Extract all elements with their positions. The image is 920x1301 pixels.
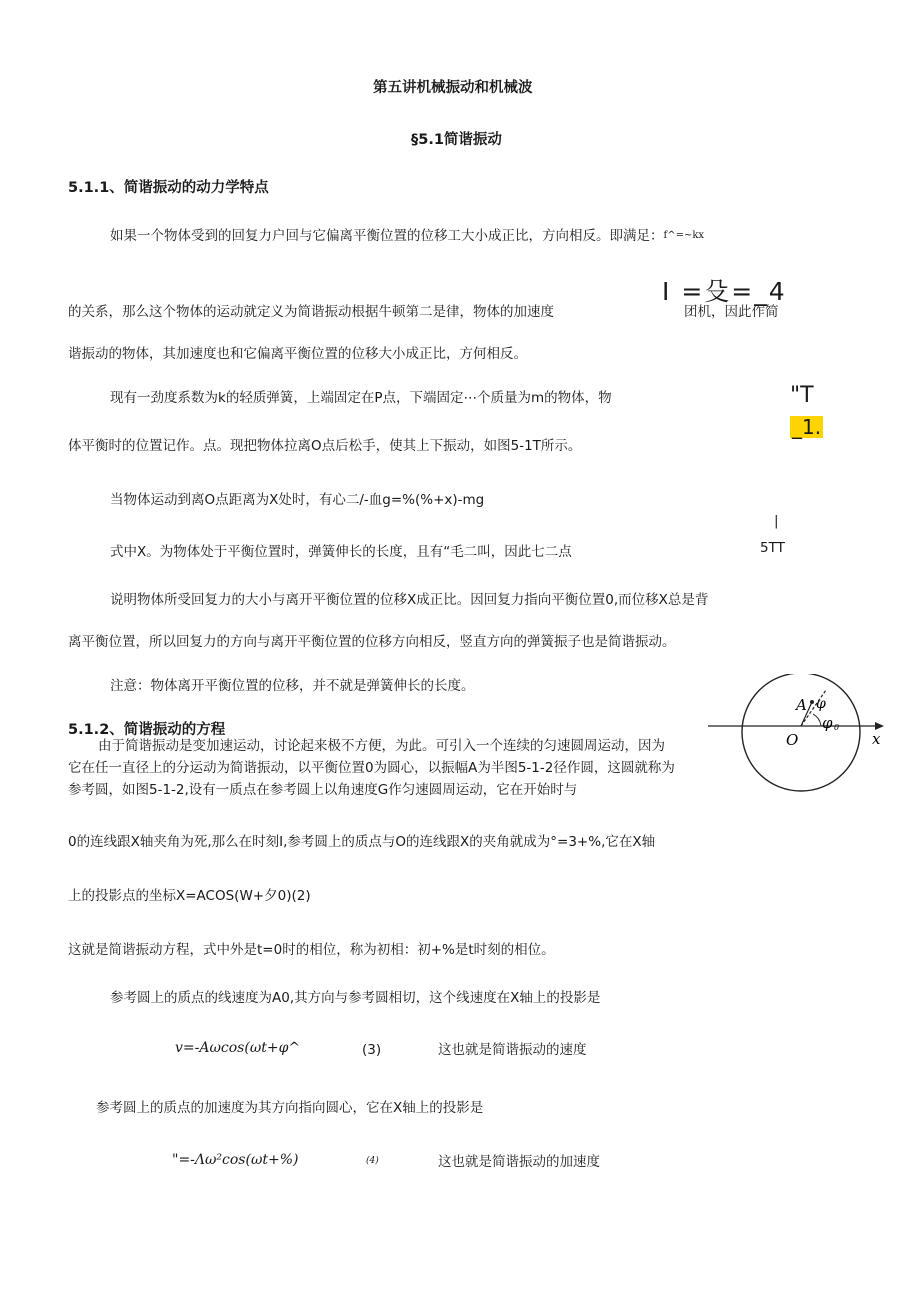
text-line: 这就是简谐振动方程，式中外是t=0时的相位，称为初相：初+%是t时刻的相位。 xyxy=(68,942,555,958)
text-line: 上的投影点的坐标X=ACOS(W+夕0)(2) xyxy=(68,888,311,904)
heading-5-1-2: 5.1.2、简谐振动的方程 xyxy=(68,722,226,738)
angle-arc xyxy=(813,714,821,726)
figure-label: 5TT xyxy=(760,540,785,556)
equation-4-desc: 这也就是简谐振动的加速度 xyxy=(438,1154,600,1170)
equation-3: v=-Aωcos(ωt+φ^ xyxy=(175,1040,301,1056)
inline-formula: f^=~kx xyxy=(663,230,705,241)
equation-4-number: (4) xyxy=(366,1156,379,1166)
x-axis-arrow xyxy=(875,722,884,730)
text-line: 它在任一直径上的分运动为简谐振动，以平衡位置0为圆心，以振幅A为半图5-1-2径作圆，这圆就称为 xyxy=(68,760,675,776)
reference-circle-figure xyxy=(700,674,890,802)
label-O: O xyxy=(786,731,799,749)
page-title: 第五讲机械振动和机械波 xyxy=(373,80,533,96)
side-text: 团机，因此作简 xyxy=(684,304,779,320)
label-phi0: φ xyxy=(822,714,833,732)
text-line: 现有一劲度系数为k的轻质弹簧，上端固定在P点，下端固定⋯个质量为m的物体，物 xyxy=(110,390,612,406)
equation-4: "=-Λω²cos(ωt+%) xyxy=(172,1152,299,1168)
text-line: 0的连线跟X轴夹角为死,那么在时刻I,参考圆上的质点与O的连线跟X的夹角就成为°=3+%,它在X轴 xyxy=(68,834,656,850)
side-formula: I =殳=_4 xyxy=(662,277,787,306)
label-phi: φ xyxy=(816,696,826,712)
text-line: 由于简谐振动是变加速运动，讨论起来极不方便，为此。可引入一个连续的匀速圆周运动，因为 xyxy=(98,738,665,754)
text-line: 如果一个物体受到的回复力户回与它偏离平衡位置的位移工大小成正比，方向相反。即满足： xyxy=(110,228,664,244)
label-A: A xyxy=(796,696,807,714)
text-line: 体平衡时的位置记作。点。现把物体拉离O点后松手，使其上下振动，如图5-1T所示。 xyxy=(68,438,582,454)
text-line: 当物体运动到离O点距离为X处时，有心二/-血g=%(%+x)-mg xyxy=(110,492,485,508)
text-line: 参考圆，如图5-1-2,设有一质点在参考圆上以角速度G作匀速圆周运动，它在开始时与 xyxy=(68,782,578,798)
text-line: 说明物体所受回复力的大小与离开平衡位置的位移X成正比。因回复力指向平衡位置0,而位移X总是背 xyxy=(110,592,709,608)
side-marker-top: "T xyxy=(790,383,814,408)
section-title: §5.1简谐振动 xyxy=(411,132,502,148)
text-line: 离平衡位置，所以回复力的方向与离开平衡位置的位移方向相反，竖直方向的弹簧振子也是简谐振动。 xyxy=(68,634,676,650)
side-marker-bottom: _1. xyxy=(792,415,822,439)
label-phi0-sub: 0 xyxy=(834,723,840,732)
paragraph xyxy=(110,226,704,246)
particle-point xyxy=(810,700,814,704)
equation-3-desc: 这也就是简谐振动的速度 xyxy=(438,1042,587,1058)
equation-3-number: (3) xyxy=(362,1042,382,1058)
side-bar: | xyxy=(774,513,779,529)
text-line: 注意：物体离开平衡位置的位移，并不就是弹簧伸长的长度。 xyxy=(110,678,475,694)
label-x: x xyxy=(872,730,881,748)
reference-circle xyxy=(742,674,860,791)
text-line: 谐振动的物体，其加速度也和它偏离平衡位置的位移大小成正比，方何相反。 xyxy=(68,346,527,362)
text-line: 的关系，那么这个物体的运动就定义为简谐振动根据牛顿第二是律，物体的加速度 xyxy=(68,304,554,320)
text-line: 参考圆上的质点的加速度为其方向指向圆心，它在X轴上的投影是 xyxy=(96,1100,484,1116)
heading-5-1-1: 5.1.1、简谐振动的动力学特点 xyxy=(68,180,269,196)
text-line: 式中X。为物体处于平衡位置时，弹簧伸长的长度，且有“毛二叫，因此七二点 xyxy=(110,544,572,560)
text-line: 参考圆上的质点的线速度为A0,其方向与参考圆相切，这个线速度在X轴上的投影是 xyxy=(110,990,601,1006)
